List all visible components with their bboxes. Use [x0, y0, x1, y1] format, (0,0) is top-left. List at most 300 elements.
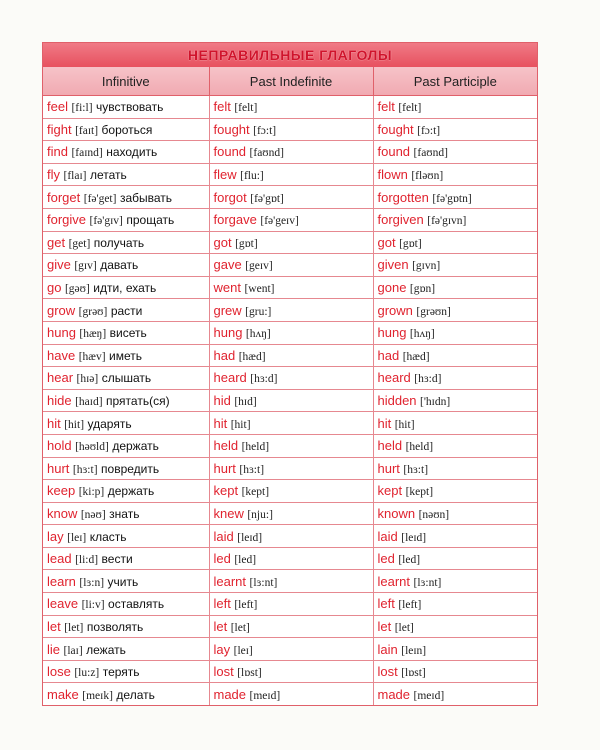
transcription: [lɒst] — [401, 667, 426, 680]
verb-word: hung — [47, 325, 76, 341]
table-row — [43, 412, 537, 435]
transcription: [hʌŋ] — [409, 328, 435, 341]
table-row — [43, 615, 537, 638]
transcription: [li:v] — [81, 599, 105, 612]
verb-word: hide — [47, 393, 72, 409]
past-participle-cell — [373, 344, 537, 367]
translation: забывать — [119, 190, 173, 205]
verbs-table — [43, 67, 537, 705]
transcription: ['hɪdn] — [420, 396, 451, 409]
verb-word: lay — [47, 528, 64, 544]
table-row — [43, 480, 537, 503]
transcription: [flaɪ] — [63, 170, 87, 183]
transcription: [nəʊn] — [418, 508, 450, 521]
past-indefinite-cell — [209, 141, 373, 164]
transcription: [leɪd] — [237, 531, 263, 544]
verb-word: forgive — [47, 212, 87, 228]
table-row — [43, 502, 537, 525]
past-participle-cell — [373, 660, 537, 683]
table-row — [43, 118, 537, 141]
transcription: [hit] — [64, 418, 85, 431]
transcription: [leɪ] — [67, 531, 87, 544]
infinitive-cell — [43, 434, 209, 457]
transcription: [leɪ] — [233, 644, 253, 657]
translation: давать — [100, 258, 139, 273]
header-infinitive: Infinitive — [43, 67, 209, 96]
transcription: [fɔ:t] — [253, 124, 277, 137]
past-indefinite-cell — [209, 321, 373, 344]
verb-word: learn — [47, 573, 76, 589]
verb-word: forgot — [213, 189, 247, 205]
verb-word: fought — [377, 121, 414, 137]
infinitive-cell — [43, 231, 209, 254]
past-participle-cell — [373, 593, 537, 616]
transcription: [went] — [244, 283, 275, 296]
transcription: [held] — [241, 441, 270, 454]
transcription: [fɔ:t] — [417, 124, 441, 137]
transcription: [hit] — [394, 418, 415, 431]
verb-word: heard — [377, 370, 411, 386]
infinitive-cell — [43, 502, 209, 525]
transcription: [leɪd] — [401, 531, 427, 544]
past-participle-cell — [373, 638, 537, 661]
verb-word: get — [47, 234, 66, 250]
transcription: [hæv] — [78, 350, 106, 363]
past-participle-cell — [373, 208, 537, 231]
verb-word: keep — [47, 483, 76, 499]
transcription: [nəʊ] — [80, 508, 106, 521]
past-participle-cell — [373, 457, 537, 480]
transcription: [hæd] — [402, 350, 430, 363]
verb-word: given — [377, 257, 409, 273]
verbs-table-body — [43, 96, 537, 706]
past-indefinite-cell — [209, 547, 373, 570]
table-row — [43, 186, 537, 209]
translation: слышать — [101, 371, 152, 386]
verb-word: had — [377, 347, 400, 363]
verb-word: laid — [377, 528, 398, 544]
transcription: [gɒt] — [399, 237, 422, 250]
translation: летать — [89, 168, 127, 183]
infinitive-cell — [43, 141, 209, 164]
past-indefinite-cell — [209, 480, 373, 503]
infinitive-cell — [43, 570, 209, 593]
translation: учить — [107, 574, 139, 589]
translation: вести — [101, 552, 133, 567]
past-indefinite-cell — [209, 638, 373, 661]
verb-word: held — [213, 438, 239, 454]
past-participle-cell — [373, 389, 537, 412]
transcription: [meɪd] — [413, 689, 445, 702]
past-participle-cell — [373, 434, 537, 457]
irregular-verbs-sheet — [42, 42, 538, 706]
table-row — [43, 299, 537, 322]
transcription: [held] — [405, 441, 434, 454]
verb-word: gave — [213, 257, 242, 273]
verb-word: got — [377, 234, 396, 250]
verb-word: had — [213, 347, 236, 363]
past-participle-cell — [373, 141, 537, 164]
verb-word: left — [377, 596, 395, 612]
infinitive-cell — [43, 299, 209, 322]
verb-word: flown — [377, 167, 408, 183]
verb-word: kept — [377, 483, 403, 499]
infinitive-cell — [43, 638, 209, 661]
infinitive-cell — [43, 615, 209, 638]
verb-word: know — [47, 505, 78, 521]
verb-word: hung — [377, 325, 407, 341]
verb-word: grew — [213, 302, 242, 318]
transcription: [faɪt] — [75, 124, 99, 137]
transcription: [meɪd] — [249, 689, 281, 702]
table-row — [43, 638, 537, 661]
translation: находить — [106, 145, 158, 160]
transcription: [gɪvn] — [412, 260, 441, 273]
verb-word: hold — [47, 438, 72, 454]
past-indefinite-cell — [209, 299, 373, 322]
transcription: [flu:] — [240, 170, 264, 183]
verb-word: let — [377, 618, 392, 634]
translation: висеть — [109, 326, 147, 341]
verb-word: make — [47, 686, 79, 702]
infinitive-cell — [43, 344, 209, 367]
transcription: [fə'geɪv] — [260, 215, 299, 228]
translation: лежать — [86, 642, 126, 657]
table-row — [43, 96, 537, 119]
transcription: [hɜ:t] — [403, 463, 429, 476]
transcription: [faɪnd] — [71, 147, 103, 160]
verb-word: hit — [377, 415, 392, 431]
table-row — [43, 254, 537, 277]
past-indefinite-cell — [209, 389, 373, 412]
transcription: [fi:l] — [71, 102, 93, 115]
transcription: [grəʊn] — [416, 305, 451, 318]
past-participle-cell — [373, 615, 537, 638]
transcription: [gru:] — [245, 305, 272, 318]
past-indefinite-cell — [209, 254, 373, 277]
past-indefinite-cell — [209, 593, 373, 616]
transcription: [geɪv] — [245, 260, 273, 273]
verb-word: hurt — [47, 460, 70, 476]
infinitive-cell — [43, 367, 209, 390]
past-participle-cell — [373, 299, 537, 322]
table-row — [43, 321, 537, 344]
verb-word: lie — [47, 641, 61, 657]
past-participle-cell — [373, 480, 537, 503]
infinitive-cell — [43, 276, 209, 299]
verb-word: lain — [377, 641, 398, 657]
infinitive-cell — [43, 547, 209, 570]
verb-word: forgave — [213, 212, 257, 228]
infinitive-cell — [43, 208, 209, 231]
past-indefinite-cell — [209, 231, 373, 254]
transcription: [gəʊ] — [64, 283, 90, 296]
transcription: [nju:] — [247, 508, 273, 521]
verb-word: laid — [213, 528, 234, 544]
table-row — [43, 593, 537, 616]
transcription: [hɜ:d] — [250, 373, 278, 386]
verb-word: lost — [377, 664, 398, 680]
transcription: [hɜ:d] — [414, 373, 442, 386]
table-row — [43, 570, 537, 593]
table-row — [43, 231, 537, 254]
verb-word: let — [213, 618, 228, 634]
past-participle-cell — [373, 367, 537, 390]
past-indefinite-cell — [209, 660, 373, 683]
infinitive-cell — [43, 321, 209, 344]
verb-word: hear — [47, 370, 74, 386]
transcription: [led] — [234, 554, 257, 567]
translation: прятать(ся) — [106, 394, 170, 409]
infinitive-cell — [43, 660, 209, 683]
verb-word: find — [47, 144, 68, 160]
transcription: [hɪd] — [234, 396, 257, 409]
transcription: [fə'gɒtn] — [432, 192, 472, 205]
transcription: [lɜ:n] — [79, 576, 105, 589]
translation: класть — [89, 529, 127, 544]
verb-word: forgiven — [377, 212, 424, 228]
verb-word: found — [377, 144, 411, 160]
past-indefinite-cell — [209, 276, 373, 299]
verb-word: leave — [47, 596, 79, 612]
past-indefinite-cell — [209, 457, 373, 480]
transcription: [lɒst] — [237, 667, 262, 680]
verb-word: give — [47, 257, 71, 273]
verb-word: forgotten — [377, 189, 429, 205]
infinitive-cell — [43, 163, 209, 186]
past-participle-cell — [373, 231, 537, 254]
past-participle-cell — [373, 163, 537, 186]
verb-word: lead — [47, 551, 72, 567]
transcription: [ki:p] — [78, 486, 105, 499]
verb-word: kept — [213, 483, 239, 499]
transcription: [fləʊn] — [411, 170, 444, 183]
page-title — [43, 43, 537, 67]
past-participle-cell — [373, 502, 537, 525]
verb-word: hit — [47, 415, 61, 431]
verb-word: felt — [377, 99, 395, 115]
verb-word: hurt — [377, 460, 400, 476]
transcription: [kept] — [241, 486, 270, 499]
table-row — [43, 141, 537, 164]
transcription: [fə'gɪvn] — [427, 215, 467, 228]
past-indefinite-cell — [209, 434, 373, 457]
table-row — [43, 208, 537, 231]
past-participle-cell — [373, 412, 537, 435]
verb-word: hid — [213, 393, 231, 409]
verb-word: went — [213, 280, 241, 296]
transcription: [get] — [68, 237, 91, 250]
verb-word: led — [377, 551, 395, 567]
past-participle-cell — [373, 118, 537, 141]
transcription: [gɒn] — [409, 283, 436, 296]
past-participle-cell — [373, 96, 537, 119]
verb-word: let — [47, 618, 61, 634]
transcription: [meɪk] — [82, 689, 113, 702]
past-participle-cell — [373, 276, 537, 299]
infinitive-cell — [43, 389, 209, 412]
verb-word: heard — [213, 370, 247, 386]
transcription: [hɪə] — [76, 373, 99, 386]
table-row — [43, 163, 537, 186]
transcription: [lɜ:nt] — [413, 576, 442, 589]
verb-word: hurt — [213, 460, 236, 476]
transcription: [left] — [398, 599, 422, 612]
transcription: [hæŋ] — [79, 328, 107, 341]
translation: получать — [93, 235, 145, 250]
verb-word: gone — [377, 280, 407, 296]
transcription: [leɪn] — [401, 644, 427, 657]
translation: знать — [109, 506, 140, 521]
verb-word: held — [377, 438, 403, 454]
past-indefinite-cell — [209, 412, 373, 435]
table-row — [43, 389, 537, 412]
verb-word: hit — [213, 415, 228, 431]
table-row — [43, 367, 537, 390]
transcription: [kept] — [405, 486, 434, 499]
past-participle-cell — [373, 570, 537, 593]
past-indefinite-cell — [209, 96, 373, 119]
transcription: [gɒt] — [235, 237, 258, 250]
infinitive-cell — [43, 480, 209, 503]
verb-word: made — [377, 686, 411, 702]
translation: расти — [110, 303, 143, 318]
translation: бороться — [101, 122, 153, 137]
verb-word: learnt — [377, 573, 411, 589]
translation: оставлять — [108, 597, 165, 612]
verb-word: lay — [213, 641, 231, 657]
verb-word: flew — [213, 167, 237, 183]
transcription: [let] — [64, 621, 84, 634]
infinitive-cell — [43, 457, 209, 480]
table-row — [43, 276, 537, 299]
verb-word: lose — [47, 664, 71, 680]
verb-word: known — [377, 505, 416, 521]
translation: позволять — [86, 619, 144, 634]
translation: терять — [102, 665, 140, 680]
past-indefinite-cell — [209, 570, 373, 593]
infinitive-cell — [43, 254, 209, 277]
verb-word: knew — [213, 505, 244, 521]
translation: иметь — [109, 348, 142, 363]
transcription: [faʊnd] — [249, 147, 284, 160]
infinitive-cell — [43, 186, 209, 209]
past-indefinite-cell — [209, 208, 373, 231]
transcription: [həʊld] — [75, 441, 109, 454]
table-row — [43, 547, 537, 570]
verb-word: have — [47, 347, 76, 363]
transcription: [lɜ:nt] — [249, 576, 278, 589]
verb-word: lost — [213, 664, 234, 680]
transcription: [li:d] — [75, 554, 99, 567]
transcription: [fə'gɪv] — [89, 215, 123, 228]
past-indefinite-cell — [209, 683, 373, 705]
transcription: [left] — [234, 599, 258, 612]
transcription: [hɜ:t] — [239, 463, 265, 476]
verb-word: forget — [47, 189, 81, 205]
past-participle-cell — [373, 254, 537, 277]
past-indefinite-cell — [209, 615, 373, 638]
infinitive-cell — [43, 412, 209, 435]
translation: ударять — [87, 416, 132, 431]
transcription: [fə'get] — [83, 192, 117, 205]
verb-word: feel — [47, 99, 68, 115]
infinitive-cell — [43, 96, 209, 119]
past-indefinite-cell — [209, 502, 373, 525]
verb-word: grown — [377, 302, 413, 318]
title-text: НЕПРАВИЛЬНЫЕ ГЛАГОЛЫ — [187, 47, 393, 63]
verb-word: learnt — [213, 573, 247, 589]
table-row — [43, 683, 537, 705]
transcription: [let] — [394, 621, 414, 634]
past-indefinite-cell — [209, 118, 373, 141]
past-participle-cell — [373, 321, 537, 344]
header-row — [43, 67, 537, 96]
header-past-indefinite: Past Indefinite — [209, 67, 373, 96]
table-row — [43, 457, 537, 480]
transcription: [haɪd] — [75, 396, 103, 409]
transcription: [felt] — [398, 102, 422, 115]
verb-word: fought — [213, 121, 250, 137]
transcription: [let] — [230, 621, 250, 634]
transcription: [lu:z] — [74, 667, 100, 680]
transcription: [hæd] — [238, 350, 266, 363]
transcription: [grəʊ] — [78, 305, 108, 318]
translation: держать — [107, 484, 155, 499]
verb-word: fight — [47, 121, 72, 137]
translation: чувствовать — [96, 100, 164, 115]
past-indefinite-cell — [209, 525, 373, 548]
verb-word: felt — [213, 99, 231, 115]
past-indefinite-cell — [209, 163, 373, 186]
transcription: [fə'gɒt] — [250, 192, 284, 205]
header-past-participle: Past Participle — [373, 67, 537, 96]
past-indefinite-cell — [209, 367, 373, 390]
verb-word: led — [213, 551, 231, 567]
table-row — [43, 434, 537, 457]
verb-word: hidden — [377, 393, 417, 409]
verb-word: go — [47, 280, 62, 296]
verb-word: left — [213, 596, 231, 612]
table-row — [43, 344, 537, 367]
verb-word: hung — [213, 325, 243, 341]
translation: повредить — [101, 461, 160, 476]
verb-word: fly — [47, 167, 60, 183]
transcription: [led] — [398, 554, 421, 567]
transcription: [hɜ:t] — [72, 463, 98, 476]
table-row — [43, 525, 537, 548]
verb-word: found — [213, 144, 247, 160]
transcription: [felt] — [234, 102, 258, 115]
past-participle-cell — [373, 186, 537, 209]
past-participle-cell — [373, 547, 537, 570]
verb-word: grow — [47, 302, 76, 318]
verb-word: made — [213, 686, 247, 702]
infinitive-cell — [43, 525, 209, 548]
table-row — [43, 660, 537, 683]
past-indefinite-cell — [209, 186, 373, 209]
transcription: [faʊnd] — [413, 147, 448, 160]
infinitive-cell — [43, 683, 209, 705]
infinitive-cell — [43, 593, 209, 616]
past-participle-cell — [373, 683, 537, 705]
transcription: [hit] — [230, 418, 251, 431]
past-participle-cell — [373, 525, 537, 548]
infinitive-cell — [43, 118, 209, 141]
translation: прощать — [126, 213, 175, 228]
past-indefinite-cell — [209, 344, 373, 367]
transcription: [gɪv] — [74, 260, 97, 273]
